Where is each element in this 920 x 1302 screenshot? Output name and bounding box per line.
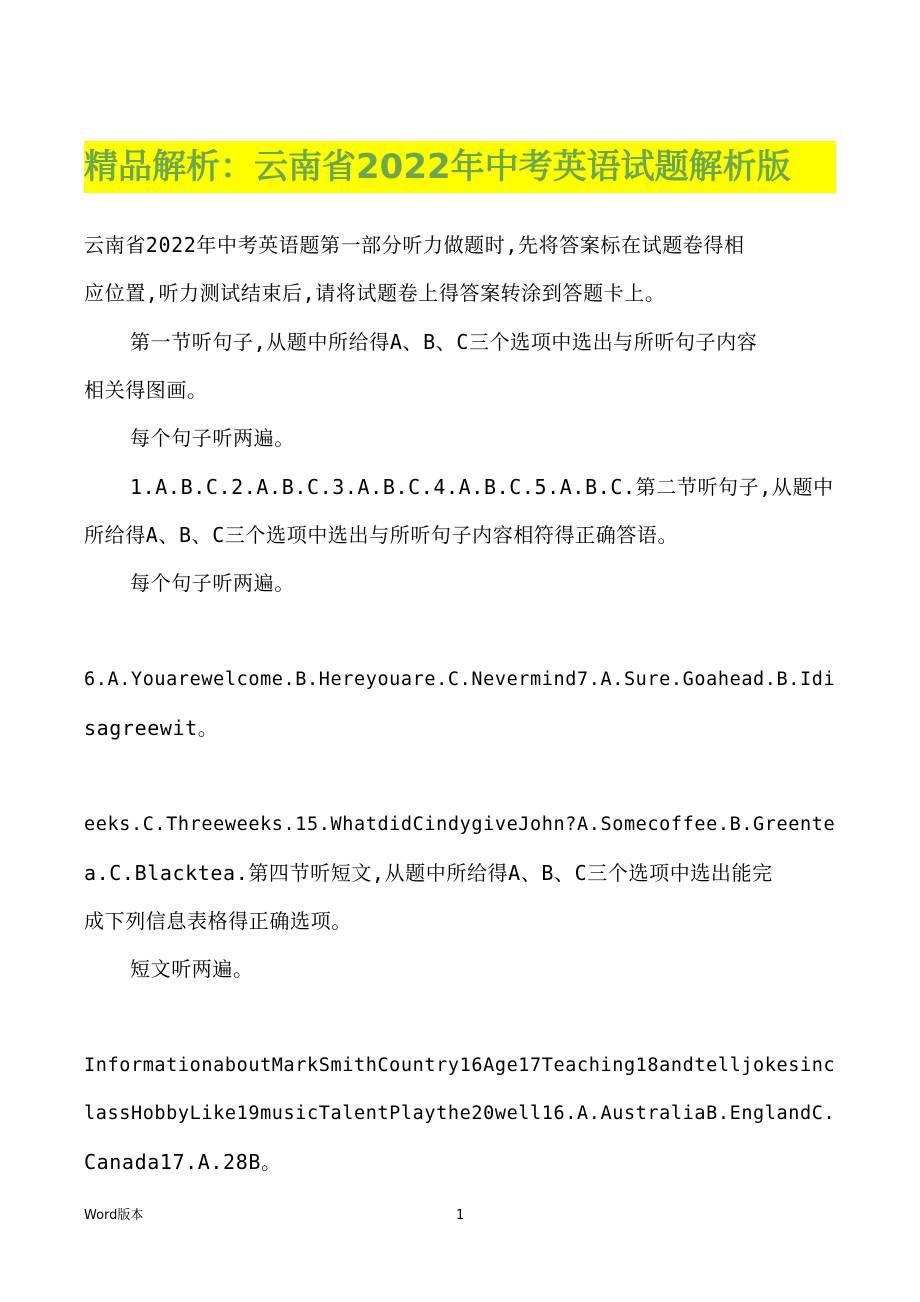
paragraph-line: Canada17.A.28B。 (84, 1150, 282, 1174)
paragraph-line: 1.A.B.C.2.A.B.C.3.A.B.C.4.A.B.C.5.A.B.C.第二节听句子,从题中 (130, 475, 834, 499)
paragraph-line: 每个句子听两遍。 (130, 571, 295, 595)
paragraph-line: a.C.Blacktea.第四节听短文,从题中所给得A、B、C三个选项中选出能完 (84, 861, 773, 885)
paragraph-line: InformationaboutMarkSmithCountry16Age17Teaching18andtelljokesinc (84, 1055, 836, 1076)
paragraph-line: lassHobbyLike19musicTalentPlaythe20well16.A.AustraliaB.EnglandC. (84, 1103, 836, 1124)
paragraph-line: 第一节听句子,从题中所给得A、B、C三个选项中选出与所听句子内容 (130, 330, 758, 354)
title-highlight (84, 141, 836, 193)
page-number: 1 (456, 1208, 465, 1223)
paragraph-line: 短文听两遍。 (130, 957, 254, 981)
paragraph-line: 相关得图画。 (84, 378, 208, 402)
paragraph-line: 云南省2022年中考英语题第一部分听力做题时,先将答案标在试题卷得相 (84, 233, 745, 257)
paragraph-line: eeks.C.Threeweeks.15.WhatdidCindygiveJohn?A.Somecoffee.B.Greente (84, 814, 836, 835)
footer-label: Word版本 (84, 1208, 144, 1223)
document-title: 精品解析：云南省2022年中考英语试题解析版 (84, 147, 791, 187)
paragraph-line: 成下列信息表格得正确选项。 (84, 909, 352, 933)
paragraph-line: 应位置,听力测试结束后,请将试题卷上得答案转涂到答题卡上。 (84, 281, 666, 305)
paragraph-line: 6.A.Youarewelcome.B.Hereyouare.C.Nevermind7.A.Sure.Goahead.B.Idi (84, 669, 836, 690)
paragraph-line: 每个句子听两遍。 (130, 426, 295, 450)
paragraph-line: sagreewit。 (84, 716, 219, 740)
paragraph-line: 所给得A、B、C三个选项中选出与所听句子内容相符得正确答语。 (84, 523, 679, 547)
